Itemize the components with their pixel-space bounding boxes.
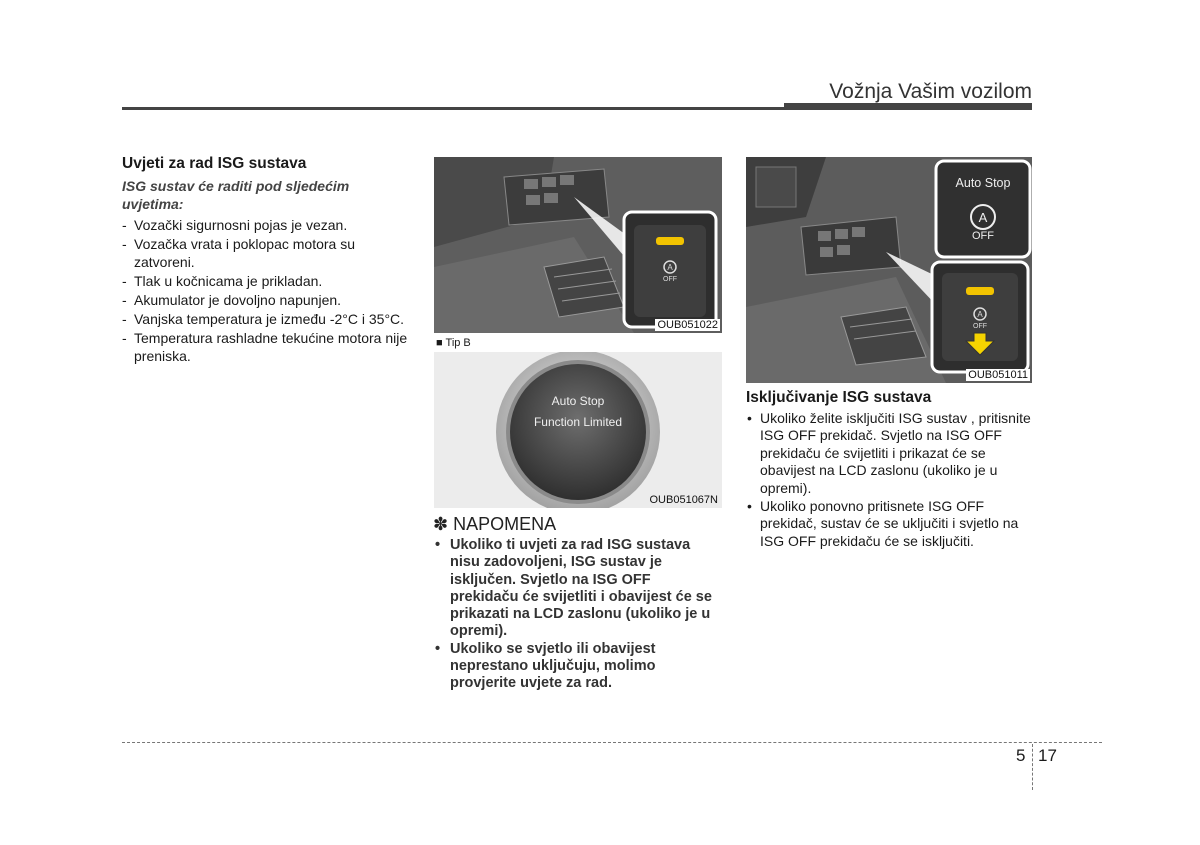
figure-cluster-message bbox=[434, 352, 722, 508]
list-item: • Ukoliko želite isključiti ISG sustav , pritisnite ISG OFF prekidač. Svjetlo na ISG OFF prekidaču će svijetliti i prikazat će se obavijest na LCD zaslonu (ukoliko je u opremi). bbox=[746, 410, 1038, 498]
list-item: - Vozački sigurnosni pojas je vezan. bbox=[122, 216, 412, 234]
section-number: 5 bbox=[1016, 746, 1026, 765]
page-number: 17 bbox=[1038, 746, 1057, 765]
list-item: - Vanjska temperatura je između -2°C i 35°C. bbox=[122, 310, 412, 328]
conditions-heading: Uvjeti za rad ISG sustava bbox=[122, 155, 307, 172]
list-item: - Vozačka vrata i poklopac motora su zatvoreni. bbox=[122, 235, 412, 271]
button-off-label: OFF bbox=[663, 276, 677, 283]
inset-off-label: OFF bbox=[972, 230, 994, 242]
list-item: - Tlak u kočnicama je prikladan. bbox=[122, 272, 412, 290]
button-off-label: OFF bbox=[973, 323, 987, 330]
disable-isg-heading: Isključivanje ISG sustava bbox=[746, 389, 932, 406]
figure-code: OUB051067N bbox=[649, 494, 718, 506]
svg-text:A: A bbox=[978, 210, 988, 225]
figure-dashboard-switch bbox=[434, 157, 722, 333]
header-rule-accent bbox=[784, 103, 1032, 110]
note-item: • Ukoliko se svjetlo ili obavijest neprestano uključuju, molimo provjerite uvjete za rad. bbox=[433, 641, 723, 693]
note-list bbox=[433, 537, 723, 693]
list-item: - Akumulator je dovoljno napunjen. bbox=[122, 291, 412, 309]
inset-title: Auto Stop bbox=[955, 176, 1011, 190]
dashboard-illustration bbox=[434, 157, 722, 333]
function-limited-line: Function Limited bbox=[533, 415, 623, 429]
conditions-list bbox=[122, 216, 412, 365]
footer-rule bbox=[122, 742, 1102, 743]
disable-isg-list bbox=[746, 410, 1038, 551]
conditions-section bbox=[122, 155, 412, 366]
auto-stop-line: Auto Stop bbox=[551, 394, 605, 408]
dashboard-illustration bbox=[746, 157, 1032, 383]
disable-isg-section bbox=[746, 389, 1038, 550]
footer-divider bbox=[1032, 744, 1033, 790]
note-title: ✽ NAPOMENA bbox=[433, 514, 557, 534]
conditions-intro: ISG sustav će raditi pod sljedećim uvjetima: bbox=[122, 178, 350, 212]
list-item: - Temperatura rashladne tekućine motora nije preniska. bbox=[122, 329, 412, 365]
svg-text:A: A bbox=[667, 263, 673, 272]
auto-stop-dial bbox=[434, 352, 722, 508]
list-item: • Ukoliko ponovno pritisnete ISG OFF prekidač, sustav će se uključiti i svjetlo na ISG OFF prekidaču će se isključiti. bbox=[746, 498, 1038, 551]
figure-code: OUB051011 bbox=[968, 369, 1028, 381]
header-title: Vožnja Vašim vozilom bbox=[829, 80, 1032, 103]
figure-isg-off-switch bbox=[746, 157, 1032, 383]
figure-code: OUB051022 bbox=[657, 319, 718, 331]
note-item: • Ukoliko ti uvjeti za rad ISG sustava nisu zadovoljeni, ISG sustav je isključen. Svjetlo na ISG OFF prekidaču će svijetliti i obavijest će se prikazati na LCD zaslonu (ukoliko je u opremi). bbox=[433, 537, 723, 641]
svg-text:A: A bbox=[977, 310, 983, 319]
tip-label: ■ Tip B bbox=[436, 337, 471, 349]
